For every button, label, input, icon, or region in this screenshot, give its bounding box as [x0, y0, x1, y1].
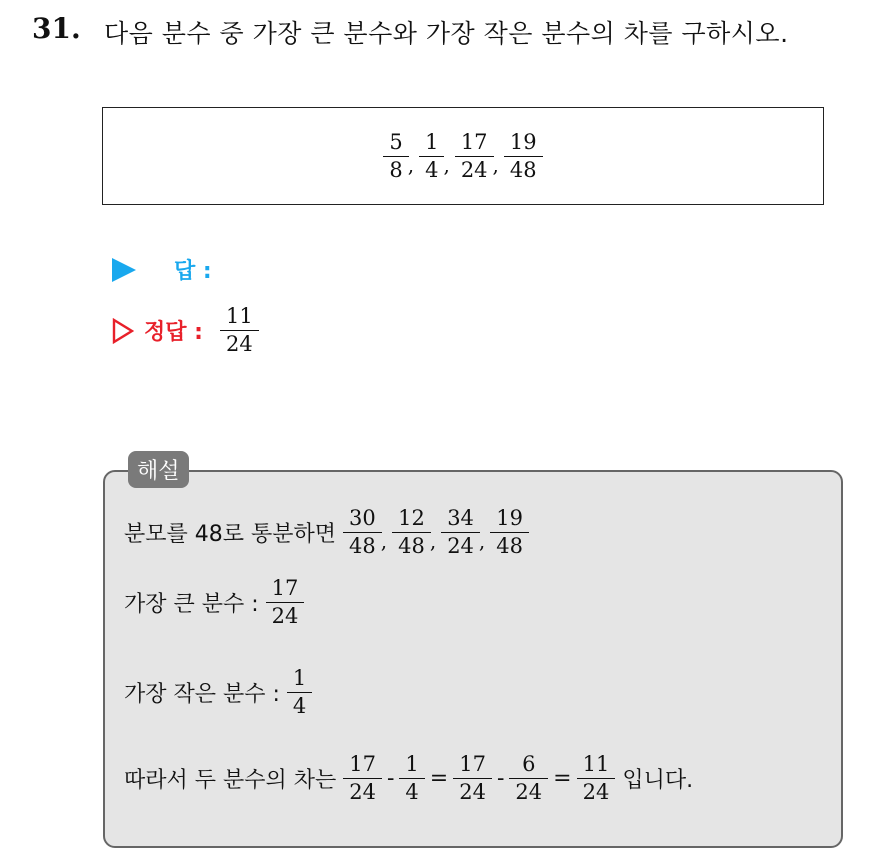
numerator: 12 [398, 506, 425, 530]
operator: = [553, 766, 572, 791]
numerator: 34 [447, 506, 474, 530]
answer-row [112, 254, 212, 285]
numerator: 6 [522, 752, 536, 776]
denominator: 48 [343, 532, 382, 557]
fraction [346, 508, 379, 557]
play-triangle-icon [112, 258, 136, 282]
fraction [402, 754, 421, 803]
explanation-line-4 [124, 754, 693, 803]
denominator: 48 [392, 532, 431, 557]
numerator: 30 [349, 506, 376, 530]
fraction [493, 508, 526, 557]
numerator: 19 [496, 506, 524, 530]
operator: = [429, 766, 449, 791]
denominator: 24 [453, 778, 492, 803]
denominator: 48 [490, 532, 529, 557]
denominator: 24 [220, 330, 259, 355]
given-fraction-2 [422, 129, 441, 182]
question-number: 31. [32, 12, 81, 45]
numerator: 17 [271, 576, 299, 600]
comma: , [443, 152, 450, 177]
denominator: 4 [419, 156, 444, 181]
line-suffix: 입니다. [622, 768, 694, 793]
fraction [512, 754, 545, 803]
denominator: 24 [343, 778, 382, 803]
fraction [269, 578, 302, 627]
denominator: 8 [383, 156, 408, 181]
numerator: 17 [349, 752, 376, 776]
explanation-line-2 [124, 578, 301, 627]
numerator: 1 [292, 666, 307, 690]
denominator: 4 [287, 692, 312, 717]
denominator: 24 [266, 602, 305, 627]
correct-answer-row [112, 306, 256, 355]
comma: , [478, 529, 486, 553]
line-prefix: 따라서 두 분수의 차는 [124, 768, 337, 793]
denominator: 24 [577, 778, 616, 803]
numerator: 1 [405, 752, 419, 776]
denominator: 24 [441, 532, 480, 557]
explanation-tag: 해설 [128, 451, 189, 488]
numerator: 17 [459, 752, 486, 776]
operator: - [386, 766, 395, 791]
correct-answer-fraction [223, 306, 256, 355]
line-prefix: 가장 작은 분수 : [124, 682, 280, 707]
comma: , [407, 152, 415, 177]
explanation-line-1 [124, 508, 526, 557]
explanation-line-3 [124, 668, 309, 717]
outline-triangle-icon [112, 318, 134, 344]
numerator: 19 [509, 129, 537, 154]
denominator: 48 [504, 156, 543, 181]
answer-label: 답 : [174, 259, 212, 284]
fraction [346, 754, 379, 803]
comma: , [380, 529, 388, 553]
numerator: 1 [425, 129, 439, 154]
question-text: 다음 분수 중 가장 큰 분수와 가장 작은 분수의 차를 구하시오. [104, 19, 789, 48]
comma: , [429, 529, 437, 553]
denominator: 4 [399, 778, 424, 803]
denominator: 24 [455, 156, 494, 181]
line-prefix: 분모를 48로 통분하면 [124, 522, 336, 547]
numerator: 11 [582, 752, 610, 776]
given-fractions-box [102, 107, 824, 205]
fraction [456, 754, 489, 803]
given-fraction-1 [386, 129, 405, 182]
numerator: 17 [460, 129, 488, 154]
fraction [290, 668, 309, 717]
given-fraction-3 [458, 129, 491, 182]
operator: - [496, 766, 505, 791]
fraction [395, 508, 428, 557]
denominator: 24 [509, 778, 548, 803]
numerator: 5 [389, 129, 403, 154]
line-prefix: 가장 큰 분수 : [124, 592, 259, 617]
numerator: 11 [225, 304, 253, 328]
fraction [580, 754, 613, 803]
fraction [444, 508, 477, 557]
comma: , [492, 152, 499, 177]
correct-answer-label: 정답 : [144, 320, 203, 345]
given-fraction-4 [507, 129, 540, 182]
